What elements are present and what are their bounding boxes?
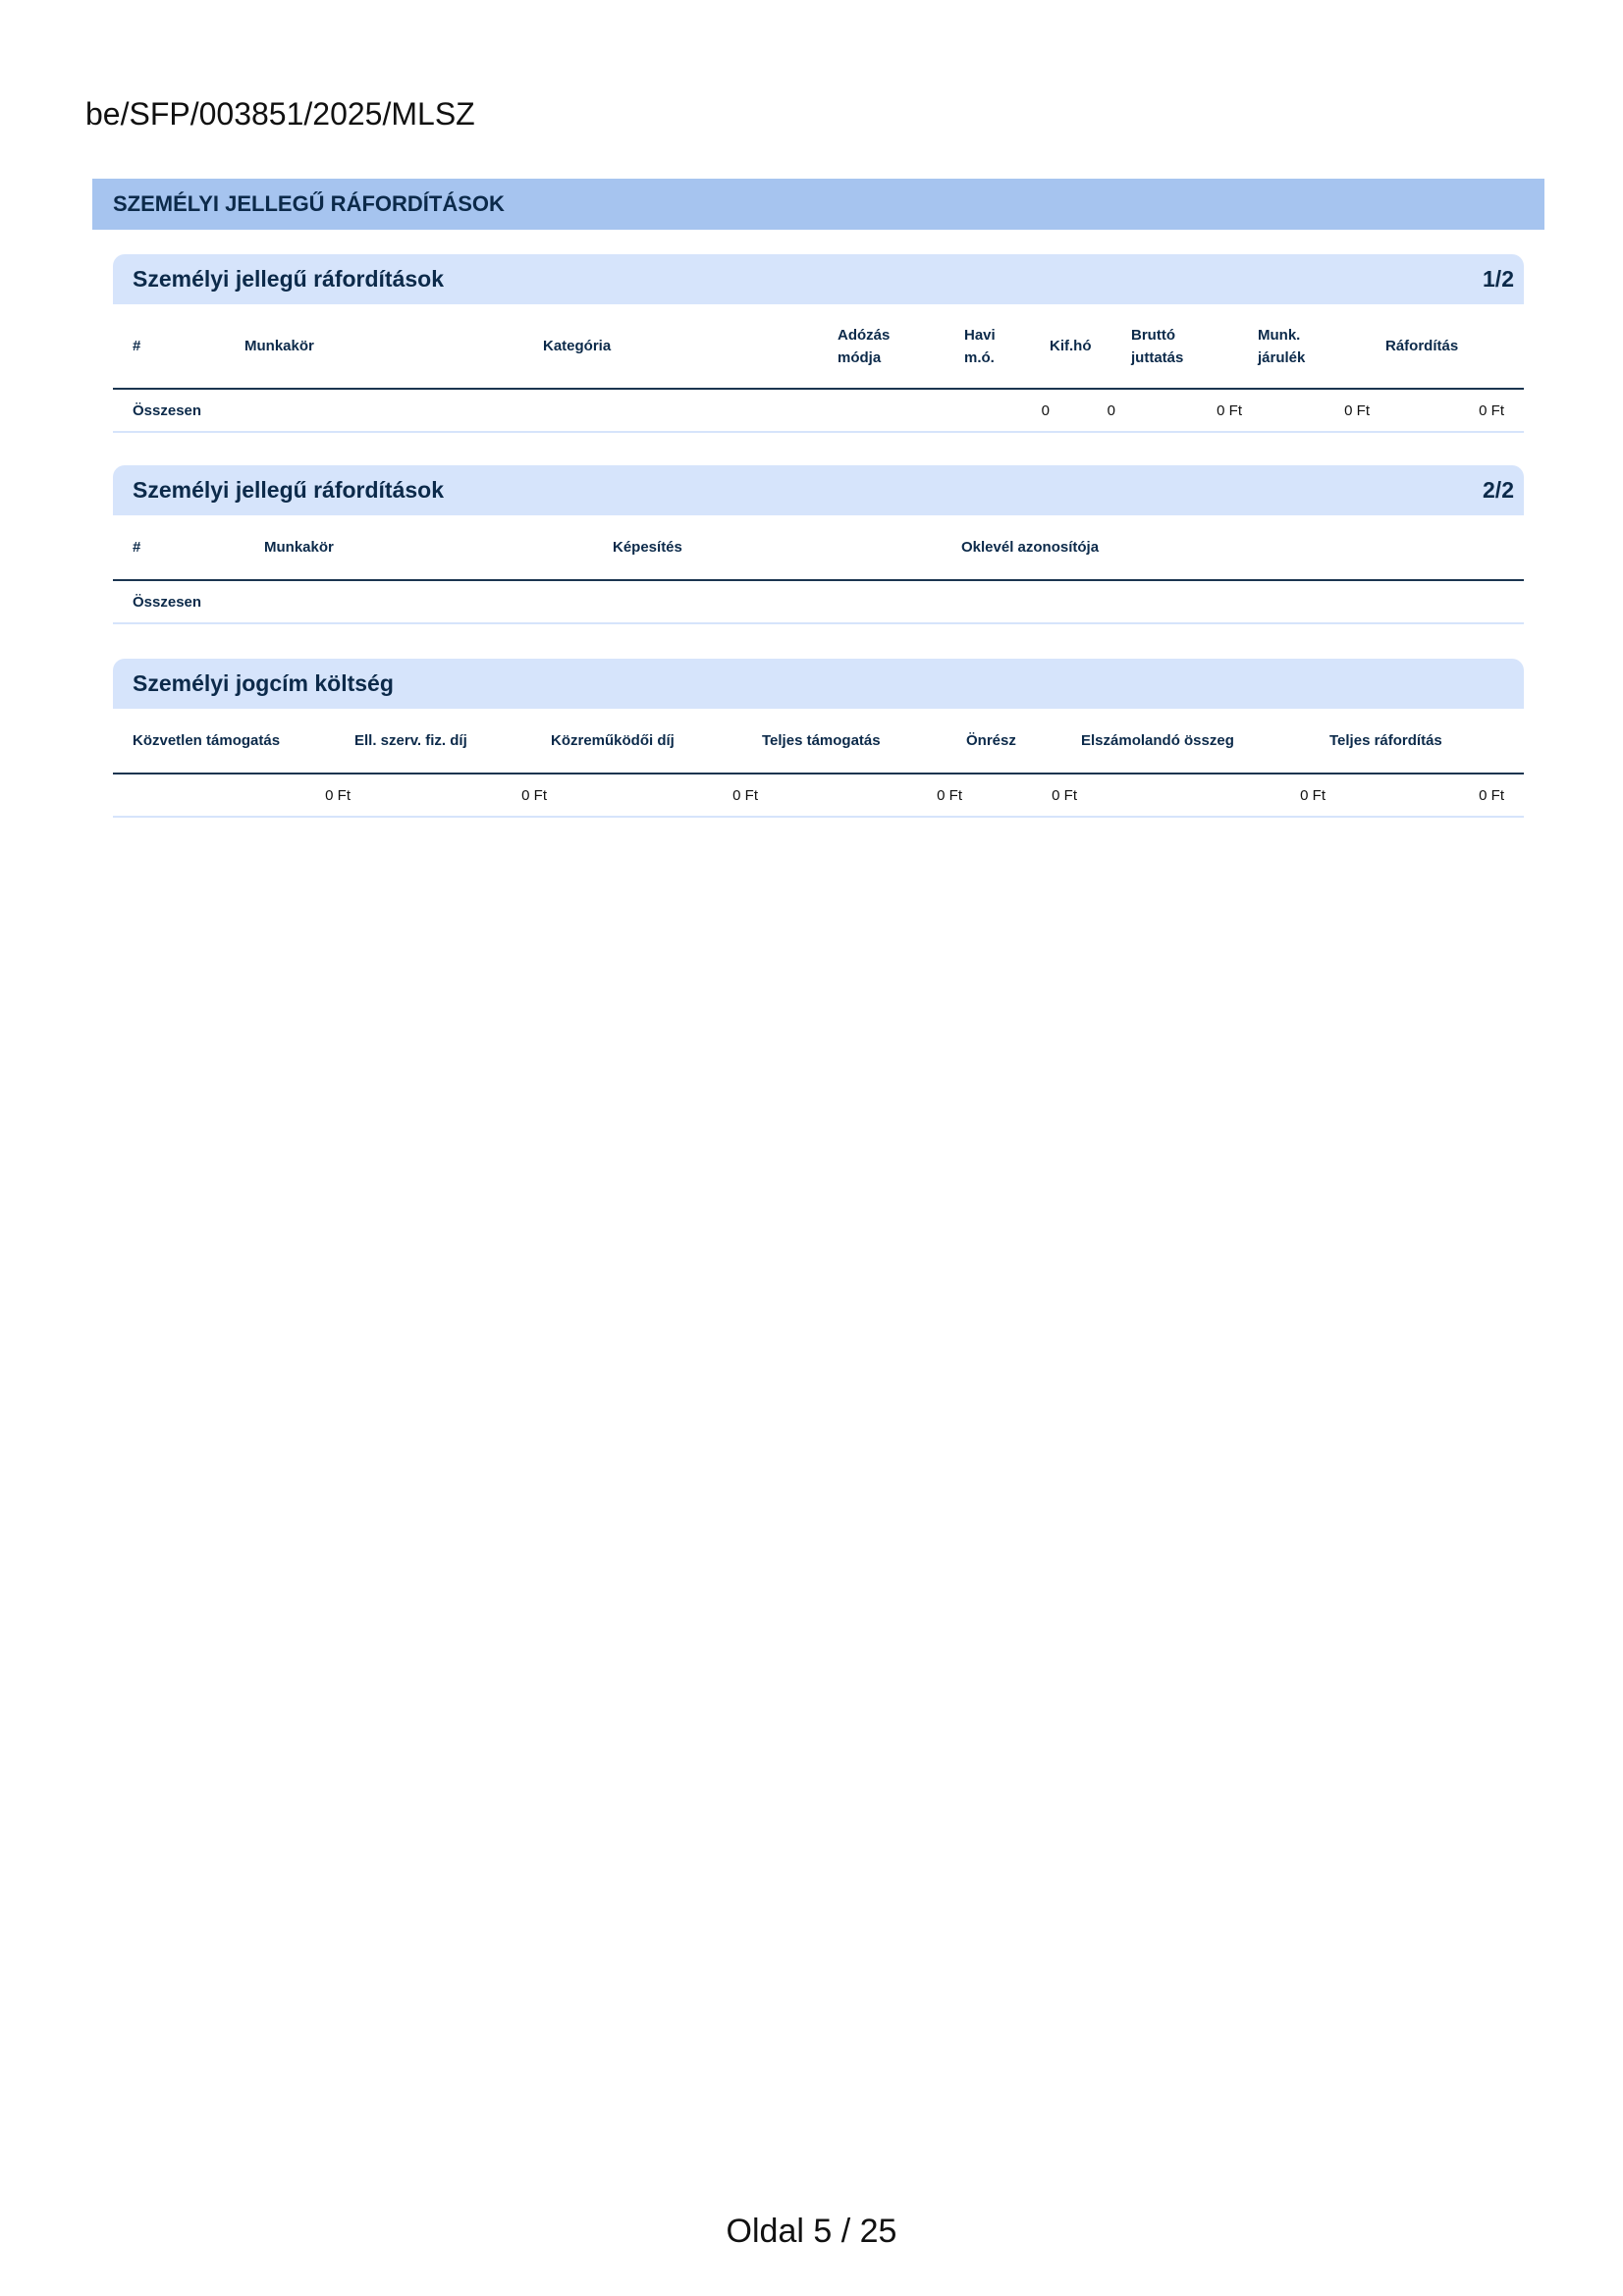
direct-support-value: 0 Ft (113, 774, 354, 817)
section-personnel-expenses-2 (113, 465, 1524, 624)
control-fee-value: 0 Ft (354, 774, 551, 817)
col-header-own-contribution: Önrész (966, 709, 1081, 774)
own-contribution-value: 0 Ft (966, 774, 1081, 817)
total-monthly-hours: 0 (964, 389, 1050, 432)
total-row (113, 389, 1524, 432)
total-employer-contribution: 0 Ft (1258, 389, 1385, 432)
table-header-row (113, 709, 1524, 774)
col-header-gross-pay-line2: juttatás (1131, 348, 1184, 366)
col-header-tax-method (838, 304, 964, 389)
page-number-footer: Oldal 5 / 25 (726, 2213, 897, 2250)
empty-cell (613, 580, 961, 623)
section-title: Személyi jellegű ráfordítások (133, 477, 445, 503)
section-header (113, 465, 1524, 515)
total-label: Összesen (113, 389, 244, 432)
col-header-accountable-amount: Elszámolandó összeg (1081, 709, 1329, 774)
table-header-row (113, 304, 1524, 389)
accountable-amount-value: 0 Ft (1081, 774, 1329, 817)
section-page-indicator: 2/2 (1483, 477, 1514, 503)
document-id: be/SFP/003851/2025/MLSZ (85, 96, 475, 132)
intermediary-fee-value: 0 Ft (551, 774, 762, 817)
section-personnel-expenses-1 (113, 254, 1524, 433)
table-row (113, 774, 1524, 817)
col-header-employer-contribution-line1: Munk. (1258, 326, 1301, 344)
col-header-gross-pay (1131, 304, 1258, 389)
personnel-expenses-table (113, 304, 1524, 433)
total-row (113, 580, 1524, 623)
empty-cell (838, 389, 964, 432)
total-expenditure: 0 Ft (1385, 389, 1524, 432)
col-header-intermediary-fee: Közreműködői díj (551, 709, 762, 774)
section-page-indicator: 1/2 (1483, 266, 1514, 292)
col-header-monthly-hours-line1: Havi (964, 326, 996, 344)
col-header-position: Munkakör (264, 515, 613, 580)
section-personnel-cost-category (113, 659, 1524, 818)
cost-category-table (113, 709, 1524, 818)
section-header (113, 659, 1524, 709)
main-section-banner (92, 179, 1544, 230)
col-header-employer-contribution-line2: járulék (1258, 348, 1306, 366)
section-title: Személyi jogcím költség (133, 670, 394, 696)
col-header-qualification: Képesítés (613, 515, 961, 580)
section-title: Személyi jellegű ráfordítások (133, 266, 445, 292)
empty-cell (543, 389, 838, 432)
col-header-diploma-id: Oklevél azonosítója (961, 515, 1524, 580)
total-label: Összesen (113, 580, 264, 623)
col-header-direct-support: Közvetlen támogatás (113, 709, 354, 774)
col-header-position: Munkakör (244, 304, 543, 389)
empty-cell (264, 580, 613, 623)
total-months: 0 (1050, 389, 1131, 432)
col-header-monthly-hours-line2: m.ó. (964, 348, 995, 366)
col-header-employer-contribution (1258, 304, 1385, 389)
col-header-total-support: Teljes támogatás (762, 709, 966, 774)
col-header-months: Kif.hó (1050, 304, 1131, 389)
total-gross-pay: 0 Ft (1131, 389, 1258, 432)
col-header-category: Kategória (543, 304, 838, 389)
col-header-tax-method-line2: módja (838, 348, 882, 366)
total-expenditure-value: 0 Ft (1329, 774, 1524, 817)
col-header-expenditure: Ráfordítás (1385, 304, 1524, 389)
table-header-row (113, 515, 1524, 580)
col-header-monthly-hours (964, 304, 1050, 389)
empty-cell (244, 389, 543, 432)
total-support-value: 0 Ft (762, 774, 966, 817)
main-section-title: SZEMÉLYI JELLEGŰ RÁFORDÍTÁSOK (113, 191, 505, 216)
col-header-control-fee: Ell. szerv. fiz. díj (354, 709, 551, 774)
col-header-number: # (113, 304, 244, 389)
qualifications-table (113, 515, 1524, 624)
col-header-number: # (113, 515, 264, 580)
col-header-gross-pay-line1: Bruttó (1131, 326, 1175, 344)
empty-cell (961, 580, 1524, 623)
col-header-tax-method-line1: Adózás (838, 326, 891, 344)
section-header (113, 254, 1524, 304)
col-header-total-expenditure: Teljes ráfordítás (1329, 709, 1524, 774)
